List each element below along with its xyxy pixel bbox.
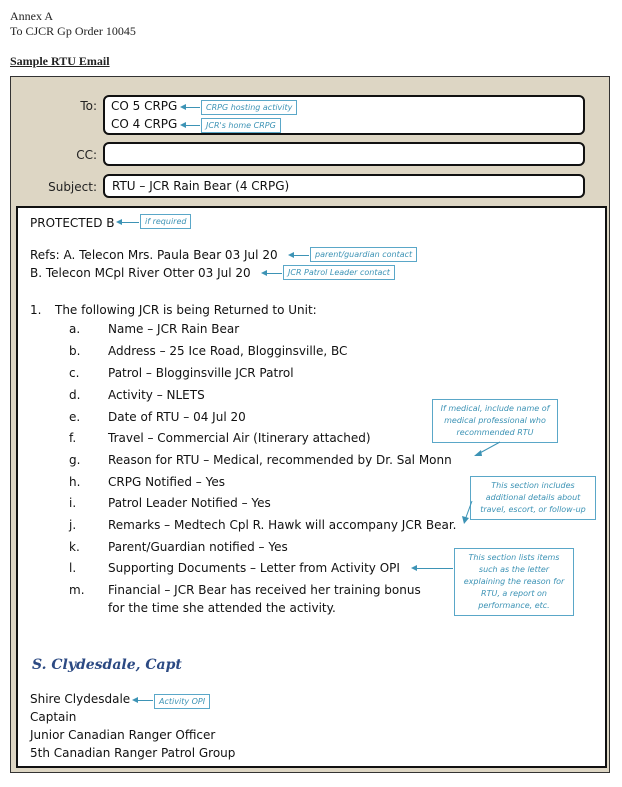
list-item-letter: k. (69, 540, 80, 554)
list-item-text: Date of RTU – 04 Jul 20 (108, 410, 246, 424)
to-label: To: (80, 99, 97, 113)
list-item-text: Parent/Guardian notified – Yes (108, 540, 288, 554)
list-item-text: Patrol – Blogginsville JCR Patrol (108, 366, 294, 380)
item-m-continuation: for the time she attended the activity. (108, 601, 336, 615)
annotation-arrow (185, 125, 200, 126)
list-item-letter: a. (69, 322, 81, 336)
to-recipient-2: CO 4 CRPG (111, 117, 178, 131)
annotation-arrow (121, 222, 139, 223)
list-item-text: Travel – Commercial Air (Itinerary attached) (108, 431, 371, 445)
list-item-text: Remarks – Medtech Cpl R. Hawk will accompany JCR Bear. (108, 518, 457, 532)
reference-a: Refs: A. Telecon Mrs. Paula Bear 03 Jul 20 (30, 248, 278, 262)
cc-field[interactable] (103, 142, 585, 166)
list-item-letter: h. (69, 475, 81, 489)
list-item-letter: i. (69, 496, 77, 510)
list-item-letter: l. (69, 561, 77, 575)
annotation-opi: Activity OPI (154, 694, 210, 709)
list-item-letter: d. (69, 388, 81, 402)
list-item-text: Financial – JCR Bear has received her training bonus (108, 583, 421, 597)
signature-rank: Captain (30, 710, 77, 724)
paragraph-intro: The following JCR is being Returned to Unit: (55, 303, 317, 317)
annotation-if-required: if required (140, 214, 191, 229)
annotation-arrow (293, 255, 309, 256)
annotation-arrow (137, 700, 153, 701)
signature-role: Junior Canadian Ranger Officer (30, 728, 216, 742)
annotation-medical: If medical, include name of medical professional who recommended RTU (432, 399, 558, 443)
list-item-letter: g. (69, 453, 81, 467)
annotation-documents: This section lists items such as the letter explaining the reason for RTU, a report on performance, etc. (454, 548, 574, 616)
annotation-arrow (266, 273, 282, 274)
list-item-text: Reason for RTU – Medical, recommended by Dr. Sal Monn (108, 453, 452, 467)
list-item-text: Patrol Leader Notified – Yes (108, 496, 271, 510)
list-item-letter: c. (69, 366, 80, 380)
signature-script: S. Clydesdale, Capt (32, 657, 182, 673)
list-item-text: Supporting Documents – Letter from Activity OPI (108, 561, 400, 575)
annotation-arrow (416, 568, 453, 569)
order-reference: To CJCR Gp Order 10045 (10, 24, 136, 38)
classification: PROTECTED B (30, 216, 115, 230)
list-item-text: Name – JCR Rain Bear (108, 322, 240, 336)
list-item-text: Address – 25 Ice Road, Blogginsville, BC (108, 344, 348, 358)
signature-name: Shire Clydesdale (30, 692, 131, 706)
annotation-patrol-contact: JCR Patrol Leader contact (283, 265, 395, 280)
annotation-parent-contact: parent/guardian contact (310, 247, 417, 262)
annotation-arrow (185, 107, 200, 108)
annex-label: Annex A (10, 9, 53, 23)
subject-label: Subject: (48, 180, 97, 194)
annotation-arrow (470, 440, 520, 460)
list-item-letter: b. (69, 344, 81, 358)
cc-label: CC: (76, 148, 97, 162)
annotation-home: JCR's home CRPG (201, 118, 281, 133)
paragraph-number: 1. (30, 303, 42, 317)
list-item-letter: m. (69, 583, 85, 597)
list-item-letter: f. (69, 431, 77, 445)
list-item-text: Activity – NLETS (108, 388, 205, 402)
list-item-letter: e. (69, 410, 81, 424)
signature-unit: 5th Canadian Ranger Patrol Group (30, 746, 236, 760)
annotation-remarks: This section includes additional details about travel, escort, or follow-up (470, 476, 596, 520)
list-item-letter: j. (69, 518, 77, 532)
to-recipient-1: CO 5 CRPG (111, 99, 178, 113)
annotation-arrow (462, 498, 492, 528)
reference-b: B. Telecon MCpl River Otter 03 Jul 20 (30, 266, 251, 280)
subject-value: RTU – JCR Rain Bear (4 CRPG) (112, 179, 290, 193)
document-title: Sample RTU Email (10, 54, 110, 68)
list-item-text: CRPG Notified – Yes (108, 475, 225, 489)
annotation-hosting: CRPG hosting activity (201, 100, 297, 115)
